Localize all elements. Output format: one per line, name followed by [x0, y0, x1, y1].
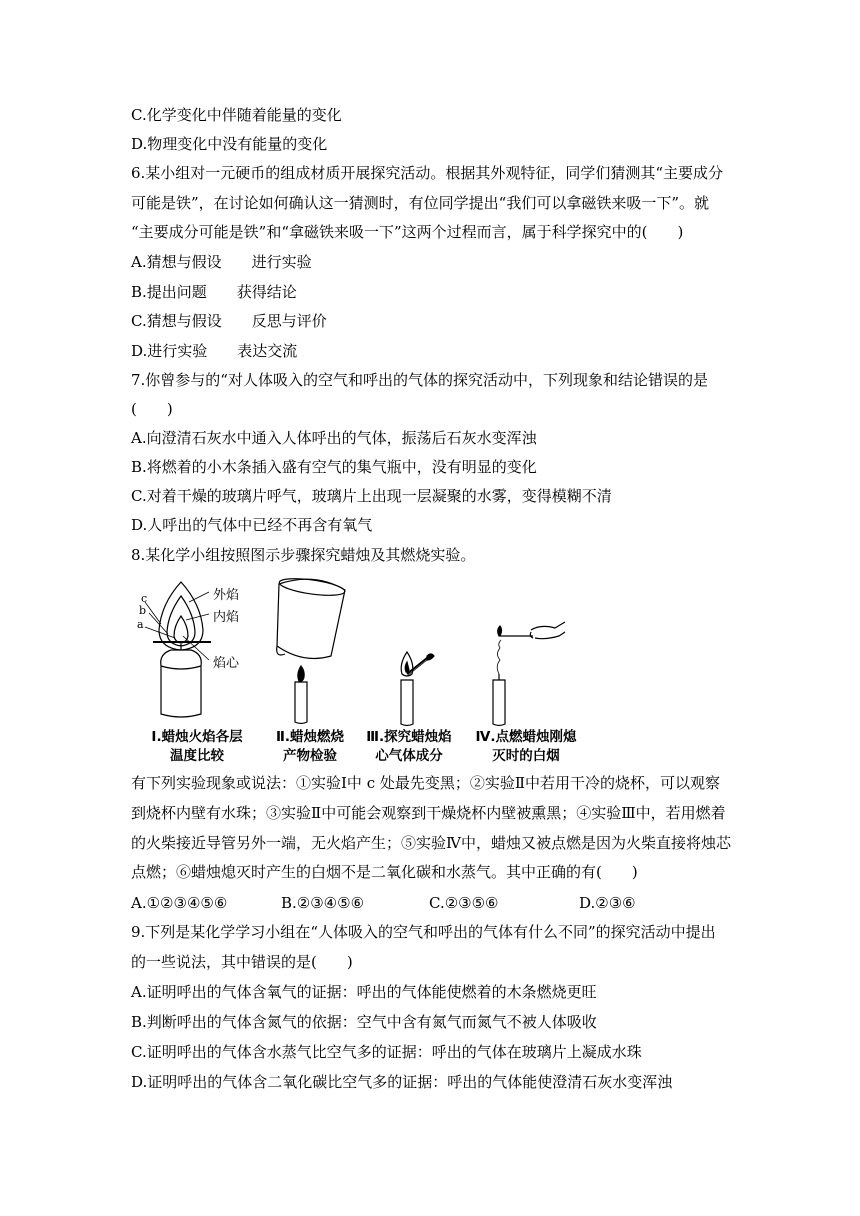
panel-4-candle-match	[493, 622, 565, 726]
caption-panel-1	[141, 728, 253, 766]
q6-option-d: D.进行实验 表达交流	[131, 342, 298, 360]
q9-option-b: B.判断呼出的气体含氮气的依据：空气中含有氮气而氮气不被人体吸收	[131, 1013, 597, 1031]
caption-panel-2-line1: Ⅱ.蜡烛燃烧	[275, 729, 345, 745]
q6-option-c: C.猜想与假设 反思与评价	[131, 312, 327, 330]
q6-option-b: B.提出问题 获得结论	[131, 283, 297, 301]
q5-option-c: C.化学变化中伴随着能量的变化	[131, 106, 342, 124]
q7-option-d: D.人呼出的气体中已经不再含有氧气	[131, 516, 373, 534]
q8-paragraph-line1: 有下列实验现象或说法：①实验Ⅰ中 c 处最先变黑；②实验Ⅱ中若用干冷的烧杯，可以观察	[131, 774, 721, 792]
caption-panel-2-line2: 产物检验	[283, 748, 337, 764]
q7-stem-line2: ( )	[131, 400, 173, 418]
label-letter-a: a	[137, 618, 144, 631]
q9-option-a: A.证明呼出的气体含氧气的证据：呼出的气体能使燃着的木条燃烧更旺	[131, 983, 597, 1001]
q7-option-b: B.将燃着的小木条插入盛有空气的集气瓶中，没有明显的变化	[131, 458, 537, 476]
q6-option-a: A.猜想与假设 进行实验	[131, 253, 312, 271]
q6-stem-line3: “主要成分可能是铁”和“拿磁铁来吸一下”这两个过程而言，属于科学探究中的( )	[131, 223, 684, 241]
label-letter-c: c	[141, 592, 148, 605]
q7-option-c: C.对着干燥的玻璃片呼气，玻璃片上出现一层凝聚的水雾，变得模糊不清	[131, 487, 612, 505]
caption-panel-1-line2: 温度比较	[170, 748, 224, 764]
caption-panel-2	[265, 728, 355, 766]
q6-stem-line2: 可能是铁”，在讨论如何确认这一猜测时，有位同学提出“我们可以拿磁铁来吸一下”。就	[131, 194, 710, 212]
q8-option-a: A.①②③④⑤⑥	[131, 894, 228, 912]
q8-stem: 8.某化学小组按照图示步骤探究蜡烛及其燃烧实验。	[131, 546, 476, 564]
panel-3-candle-tube	[401, 652, 434, 726]
q8-paragraph-line4: 点燃；⑥蜡烛熄灭时产生的白烟不是二氧化碳和水蒸气。其中正确的有( )	[131, 863, 638, 881]
caption-panel-3-line1: Ⅲ.探究蜡烛焰	[366, 729, 452, 745]
caption-panel-3	[357, 728, 461, 766]
label-flame-core: 焰心	[213, 656, 240, 671]
panel-2-beaker-candle	[277, 575, 346, 723]
q8-paragraph-line3: 的火柴接近导管另外一端，无火焰产生；⑤实验Ⅳ中，蜡烛又被点燃是因为火柴直接将烛芯	[131, 834, 731, 852]
panel-1-candle-flame	[145, 582, 211, 717]
q8-option-d: D.②③⑥	[579, 894, 636, 912]
q6-stem-line1: 6.某小组对一元硬币的组成材质开展探究活动。根据其外观特征，同学们猜测其“主要成分	[131, 164, 723, 182]
q7-stem-line1: 7.你曾参与的“对人体吸入的空气和呼出的气体的探究活动中，下列现象和结论错误的是	[131, 371, 708, 389]
label-inner-flame: 内焰	[213, 610, 240, 625]
caption-panel-4-line1: Ⅳ.点燃蜡烛刚熄	[475, 729, 577, 745]
q8-option-b: B.②③④⑤⑥	[281, 894, 365, 912]
caption-panel-4	[467, 728, 585, 766]
label-outer-flame: 外焰	[213, 588, 240, 603]
q9-option-c: C.证明呼出的气体含水蒸气比空气多的证据：呼出的气体在玻璃片上凝成水珠	[131, 1043, 642, 1061]
q8-options-row	[131, 893, 636, 913]
q8-option-c: C.②③⑤⑥	[429, 894, 499, 912]
label-letter-b: b	[139, 604, 147, 617]
caption-panel-1-line1: Ⅰ.蜡烛火焰各层	[151, 729, 243, 745]
q9-option-d: D.证明呼出的气体含二氧化碳比空气多的证据：呼出的气体能使澄清石灰水变浑浊	[131, 1073, 673, 1091]
q9-stem-line1: 9.下列是某化学学习小组在“人体吸入的空气和呼出的气体有什么不同”的探究活动中提出	[131, 923, 716, 941]
candle-experiment-figure	[131, 574, 601, 764]
q8-paragraph-line2: 到烧杯内壁有水珠；③实验Ⅱ中可能会观察到干燥烧杯内壁被熏黑；④实验Ⅲ中，若用燃着	[131, 804, 726, 822]
caption-panel-3-line2: 心气体成分	[375, 748, 443, 764]
q7-option-a: A.向澄清石灰水中通入人体呼出的气体，振荡后石灰水变浑浊	[131, 429, 537, 447]
q9-stem-line2: 的一些说法，其中错误的是( )	[131, 953, 353, 971]
caption-panel-4-line2: 灭时的白烟	[492, 748, 560, 764]
q5-option-d: D.物理变化中没有能量的变化	[131, 135, 328, 153]
